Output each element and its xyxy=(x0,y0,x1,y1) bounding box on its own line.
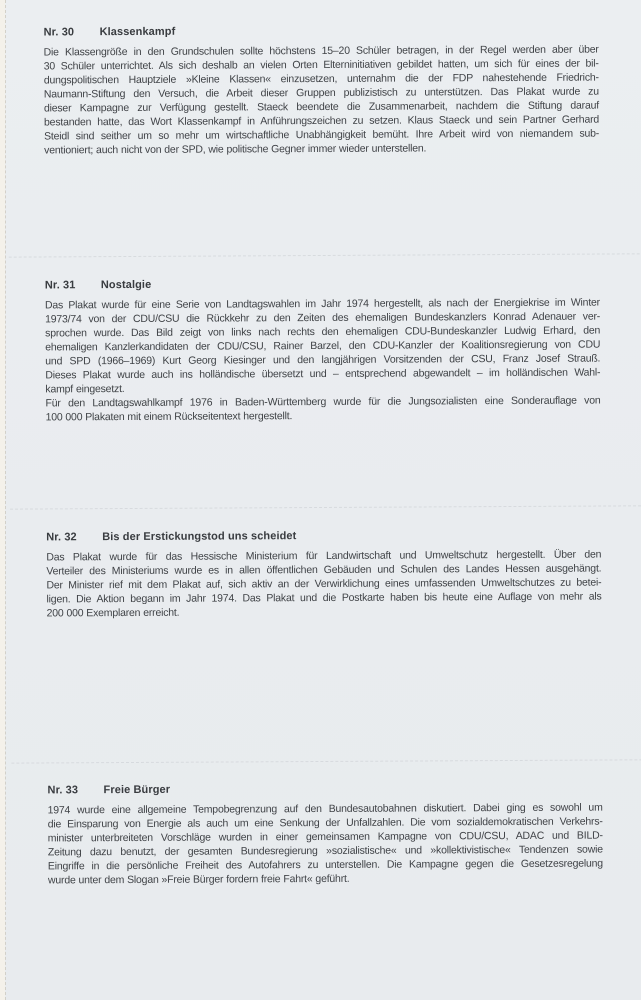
text-line: ligen. Die Aktion begann im Jahr 1974. Das Plakat und die Postkarte haben bis heute eine Auflage von mehr als xyxy=(46,590,602,606)
text-line: Naumann-Stiftung den Versuch, die Arbeit dieser Gruppen publizistisch zu unterstützen. Das Plakat wurde zu xyxy=(43,85,599,101)
entry-body xyxy=(46,548,601,621)
entry-nr-30 xyxy=(44,24,600,158)
entry-heading xyxy=(45,277,600,292)
entry-heading xyxy=(46,529,601,544)
text-line: dungspolitischen Hauptziele »Kleine Klassen« einzusetzen, unternahm die der FDP nahestehende Friedrich- xyxy=(43,71,599,87)
text-line: Das Plakat wurde für eine Serie von Landtagswahlen im Jahr 1974 hergestellt, als nach der Energiekrise im Winter xyxy=(44,296,601,312)
entry-title: Nostalgie xyxy=(100,278,152,292)
text-line: ehemaligen Kanzlerkandidaten der CDU/CSU, Rainer Barzel, den CDU-Kanzler der Koalitionsregierung von CDU xyxy=(45,338,601,354)
entry-heading xyxy=(44,24,599,39)
text-line: Die Klassengröße in den Grundschulen sollte höchstens 15–20 Schüler betragen, in der Regel werden aber über xyxy=(43,43,599,59)
text-line: Steidl sind seither um so mehr um wirtschaftliche Unabhängigkeit bemüht. Ihre Arbeit wird von niemandem sub- xyxy=(44,127,600,143)
text-line: Verteiler des Ministeriums wurde es in allen öffentlichen Gebäuden und Schulen des Landes Hessen ausgehängt. xyxy=(46,562,602,578)
entry-nr-33 xyxy=(47,782,603,888)
text-line: bestanden hatte, das Wort Klassenkampf in Anführungszeichen zu setzen. Klaus Staeck und sein Partner Gerhard xyxy=(43,113,600,129)
text-line: 200 000 Exemplaren erreicht. xyxy=(46,606,180,620)
entry-body xyxy=(48,801,603,888)
perforation-line xyxy=(11,759,641,763)
text-line: ventioniert; auch nicht von der SPD, wie politische Gegner immer wieder unterstellen. xyxy=(44,142,427,157)
entry-nr-32 xyxy=(46,529,601,621)
perforation-line xyxy=(9,253,640,257)
text-line: dieser Kampagne zur Verfügung gestellt. Staeck beendete die Zusammenarbeit, nachdem die Stiftung darauf xyxy=(43,99,599,115)
text-line: Eingriffe in die persönliche Freiheit des Autofahrers zu unterstellen. Die Kampagne gegen die Gesetzesregelung xyxy=(47,857,603,873)
text-line: sprochen wurde. Das Bild zeigt von links nach rechts den ehemaligen CDU-Bundeskanzler Ludwig Erhard, den xyxy=(45,324,601,340)
entry-number: Nr. 31 xyxy=(44,279,76,292)
entry-title: Bis der Erstickungstod uns scheidet xyxy=(102,530,297,544)
entry-number: Nr. 33 xyxy=(47,784,79,797)
entry-heading xyxy=(47,782,602,797)
entry-body xyxy=(44,43,600,158)
text-line: Zeitung dazu benutzt, der gesamten Bundesregierung »sozialistische« und »kollektivistische« Tendenzen sowie xyxy=(47,843,603,859)
text-line: Der Minister rief mit dem Plakat auf, sich aktiv an der Verwirklichung eines umfassenden Umweltschutzes zu betei- xyxy=(46,576,602,592)
entry-body xyxy=(45,296,601,425)
text-line: die Einsparung von Energie als auch um eine Senkung der Unfallzahlen. Die vom sozialdemokratischen Verkehrs- xyxy=(47,815,603,831)
entry-number: Nr. 32 xyxy=(46,531,77,544)
text-line: Das Plakat wurde für das Hessische Ministerium für Landwirtschaft und Umweltschutz hergestellt. Über den xyxy=(46,548,602,564)
text-line: minister unterbreiteten Vorschläge wurden in einer gemeinsamen Kampagne von CDU/CSU, ADAC und BILD- xyxy=(47,829,603,845)
text-line: Für den Landtagswahlkampf 1976 in Baden-Württemberg wurde für die Jungsozialisten eine Sonderauflage von xyxy=(45,394,601,410)
text-line: 30 Schüler unterrichtet. Als sich deshalb an vielen Orten Elterninitiativen gebildet hatten, um sich für eines der bil- xyxy=(43,57,599,73)
text-line: wurde unter dem Slogan »Freie Bürger fordern freie Fahrt« geführt. xyxy=(47,872,350,887)
text-line: und SPD (1966–1969) Kurt Georg Kiesinger und den langjährigen Vorsitzenden der CSU, Franz Josef Strauß. xyxy=(45,352,601,368)
text-line: 1974 wurde eine allgemeine Tempobegrenzung auf den Bundesautobahnen diskutiert. Dabei ging es sowohl um xyxy=(47,801,603,817)
text-line: 1973/74 von der CDU/CSU die Rückkehr zu den Zeiten des ehemaligen Bundeskanzlers Konrad Adenauer ver- xyxy=(45,310,601,326)
perforation-line xyxy=(10,505,641,509)
entry-nr-31 xyxy=(45,277,601,425)
text-line: 100 000 Plakaten mit einem Rückseitentext hergestellt. xyxy=(45,410,293,424)
entry-title: Klassenkampf xyxy=(99,25,176,39)
text-line: Dieses Plakat wurde auch ins holländische übersetzt und – entsprechend abgewandelt – im holländischen Wahl- xyxy=(45,366,601,382)
text-line: kampf eingesetzt. xyxy=(45,383,125,396)
entry-title: Freie Bürger xyxy=(103,783,171,797)
entry-number: Nr. 30 xyxy=(43,26,75,39)
